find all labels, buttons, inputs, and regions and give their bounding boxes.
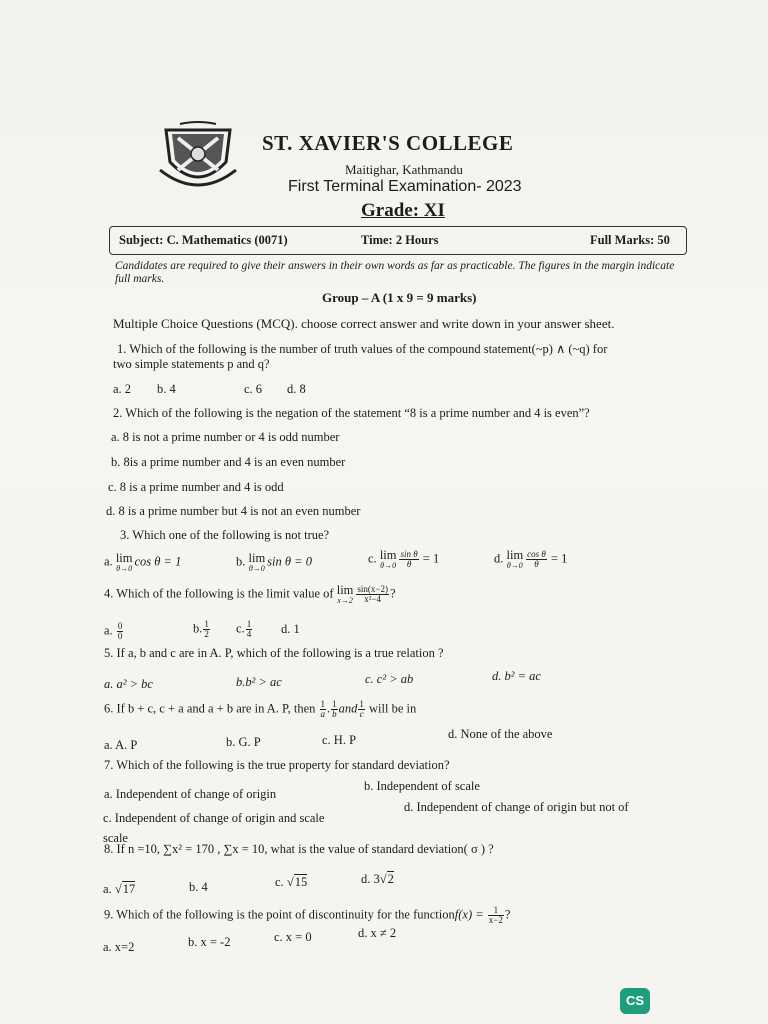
q2-option-b: b. 8is a prime number and 4 is an even number: [111, 455, 346, 469]
exam-info-box: [109, 226, 687, 255]
q2-option-d: d. 8 is a prime number but 4 is not an even number: [106, 504, 361, 518]
q1-option-b: b. 4: [157, 382, 176, 396]
q4-text: 4. Which of the following is the limit value of lim x→2 $\frac{\sin(x-2)}{\text{x²−4}}$ ?: [104, 583, 396, 605]
camscanner-badge-icon: CS: [620, 988, 650, 1014]
q7-option-d: d. Independent of change of origin but not of: [404, 800, 629, 814]
q1-option-c: c. 6: [244, 382, 263, 396]
q9-text: 9. Which of the following is the point of discontinuity for the functionf(x) = $\frac{1}{x-2}$ ?: [104, 905, 511, 925]
full-marks-label: Full Marks: 50: [590, 233, 670, 247]
q7-text: 7. Which of the following is the true property for standard deviation?: [104, 758, 450, 772]
exam-title: First Terminal Examination- 2023: [288, 178, 522, 195]
q3-option-c: c. lim θ→0 $\frac{\text{sin θ}}{\theta}$ = 1: [368, 548, 440, 570]
q7-option-a: a. Independent of change of origin: [104, 787, 277, 801]
q8-option-a: a. √17: [103, 882, 136, 896]
q5-option-c: c. c² > ab: [365, 672, 414, 686]
q6-option-d: d. None of the above: [448, 727, 553, 741]
q5-text: 5. If a, b and c are in A. P, which of the following is a true relation ?: [104, 646, 444, 660]
q6-option-a: a. A. P: [104, 738, 138, 752]
q4-option-d: d. 1: [281, 622, 300, 636]
q6-text: 6. If b + c, c + a and a + b are in A. P, then $\frac{1}{a}$ . $\frac{1}{b}$ and $\frac{1}{c}$ will be in: [104, 699, 417, 719]
q5-option-d: d. b² = ac: [492, 669, 541, 683]
q9-option-c: c. x = 0: [274, 930, 312, 944]
q3-option-d: d. lim θ→0 $\frac{\text{cos θ}}{\theta}$ = 1: [494, 548, 568, 570]
q1-option-d: d. 8: [287, 382, 306, 396]
instructions-text: Candidates are required to give their answers in their own words as far as practicable. The figures in the margin indicate full marks.: [115, 260, 675, 285]
q8-option-b: b. 4: [189, 880, 208, 894]
subject-label: Subject: C. Mathematics (0071): [119, 233, 288, 247]
q9-option-d: d. x ≠ 2: [358, 926, 397, 940]
q9-option-a: a. x=2: [103, 940, 135, 954]
q2-option-a: a. 8 is not a prime number or 4 is odd number: [111, 430, 340, 444]
mcq-intro: Multiple Choice Questions (MCQ). choose correct answer and write down in your answer sheet.: [113, 316, 615, 331]
q4-option-c: c. $\frac{1}{4}$: [236, 619, 252, 639]
q8-text: 8. If n =10, ∑x² = 170 , ∑x = 10, what is the value of standard deviation( σ ) ?: [104, 842, 494, 856]
q7-option-b: b. Independent of scale: [364, 779, 480, 793]
q8-option-c: c. √15: [275, 875, 308, 889]
college-name: ST. XAVIER'S COLLEGE: [262, 131, 514, 155]
q1-text: 1. Which of the following is the number of truth values of the compound statement(~p) ∧ (~q) for: [117, 342, 608, 356]
q4-option-b: b. $\frac{1}{2}$: [193, 619, 209, 639]
time-label: Time: 2 Hours: [361, 233, 439, 247]
q5-option-a: a. a² > bc: [104, 677, 153, 691]
q5-option-b: b.b² > ac: [236, 675, 282, 689]
group-heading: Group – A (1 x 9 = 9 marks): [322, 290, 477, 305]
q7-option-d-cont: scale: [103, 831, 128, 845]
college-location: Maitighar, Kathmandu: [345, 162, 463, 177]
q3-option-a: a. lim θ→0 cos θ = 1: [104, 551, 182, 573]
q1-option-a: a. 2: [113, 382, 132, 396]
q3-text: 3. Which one of the following is not true?: [120, 528, 330, 542]
college-crest-logo: [158, 120, 238, 192]
q7-option-c: c. Independent of change of origin and scale: [103, 811, 325, 825]
grade-title: Grade: XI: [361, 200, 445, 221]
q6-option-b: b. G. P: [226, 735, 261, 749]
q8-option-d: d. 3√2: [361, 872, 394, 886]
q2-option-c: c. 8 is a prime number and 4 is odd: [108, 480, 284, 494]
q3-option-b: b. lim θ→0 sin θ = 0: [236, 551, 312, 573]
q9-option-b: b. x = -2: [188, 935, 231, 949]
q1-text-cont: two simple statements p and q?: [113, 357, 270, 371]
q2-text: 2. Which of the following is the negation of the statement “8 is a prime number and 4 is even”?: [113, 406, 590, 420]
q6-option-c: c. H. P: [322, 733, 357, 747]
q4-option-a: a. $\frac{0}{0}$: [104, 621, 123, 641]
